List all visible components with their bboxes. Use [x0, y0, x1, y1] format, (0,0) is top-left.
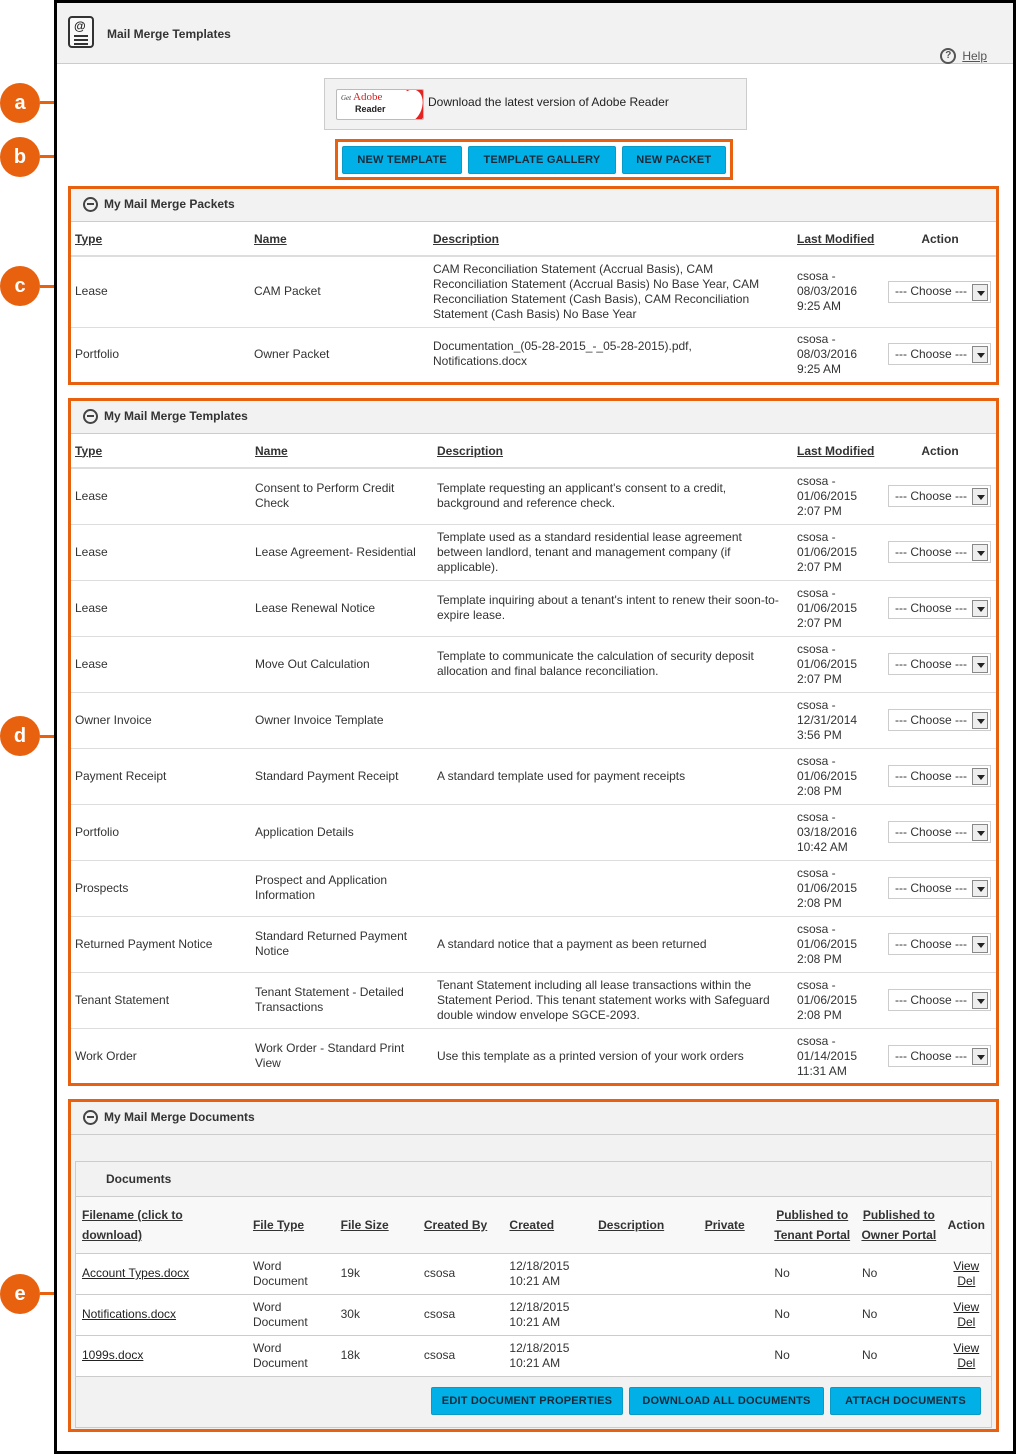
cell-description: Template used as a standard residential lease agreement between landlord, tenant and management company (if applicable). [431, 524, 791, 580]
cell-name: Lease Agreement- Residential [249, 524, 431, 580]
cell-type: Returned Payment Notice [69, 916, 249, 972]
cell-action [882, 327, 998, 381]
template-gallery-button[interactable]: TEMPLATE GALLERY [468, 146, 615, 174]
col-tenant-portal[interactable]: Published to Tenant Portal [768, 1197, 856, 1253]
cell-action [882, 636, 998, 692]
cell-type: Portfolio [69, 804, 249, 860]
chevron-down-icon [972, 1048, 988, 1065]
table-row [69, 327, 998, 381]
chevron-down-icon [972, 656, 988, 673]
cell-tenant-portal: No [768, 1335, 856, 1376]
cell-name: Standard Returned Payment Notice [249, 916, 431, 972]
cell-created: 12/18/2015 10:21 AM [503, 1294, 592, 1335]
chevron-down-icon [972, 544, 988, 561]
chevron-down-icon [972, 346, 988, 363]
templates-header-row [69, 434, 998, 468]
cell-description: Documentation_(05-28-2015_-_05-28-2015).pdf, Notifications.docx [433, 339, 692, 369]
cell-modified: csosa - 03/18/2016 10:42 AM [791, 804, 882, 860]
callout-a: a [0, 83, 40, 123]
col-action: Action [882, 222, 998, 256]
col-name[interactable]: Name [248, 222, 427, 256]
help-icon: ? [940, 48, 956, 64]
cell-type: Lease [69, 580, 249, 636]
cell-action [882, 256, 998, 327]
documents-actions [76, 1377, 991, 1427]
cell-type: Lease [69, 256, 248, 327]
get-adobe-reader-button[interactable] [336, 89, 424, 120]
cell-description: CAM Reconciliation Statement (Accrual Basis), CAM Reconciliation Statement (Accrual Basis) No Base Year, CAM Reconciliation Statement (Cash Basis), CAM Reconciliation Statement (Cash Basis) No Base Year [427, 256, 791, 327]
file-download-link[interactable]: Account Types.docx [82, 1266, 190, 1280]
cell-action [882, 916, 998, 972]
file-download-link[interactable]: Notifications.docx [82, 1307, 177, 1321]
action-select[interactable]: --- Choose --- [888, 821, 991, 843]
cell-file-type: Word Document [247, 1253, 335, 1294]
documents-panel [75, 1161, 992, 1428]
help-label[interactable]: Help [962, 49, 987, 63]
action-select[interactable]: --- Choose --- [888, 933, 991, 955]
table-row [69, 1028, 998, 1084]
cell-description: Template inquiring about a tenant's intent to renew their soon-to-expire lease. [431, 580, 791, 636]
cell-modified: csosa - 01/14/2015 11:31 AM [797, 1033, 858, 1078]
col-description[interactable]: Description [592, 1197, 699, 1253]
cell-file-type: Word Document [247, 1335, 335, 1376]
documents-section-header[interactable] [69, 1100, 998, 1135]
delete-link[interactable]: Del [957, 1314, 976, 1329]
templates-section [68, 398, 999, 1086]
table-row [69, 692, 998, 748]
table-row [69, 748, 998, 804]
callout-d: d [0, 716, 40, 756]
cell-modified: csosa - 08/03/2016 9:25 AM [797, 331, 858, 376]
attach-documents-button[interactable]: ATTACH DOCUMENTS [830, 1387, 981, 1415]
cell-type: Tenant Statement [69, 972, 249, 1028]
col-private[interactable]: Private [699, 1197, 769, 1253]
table-row [69, 524, 998, 580]
chevron-down-icon [972, 824, 988, 841]
page-frame [54, 0, 1016, 1454]
callout-c: c [0, 266, 40, 306]
page-title: Mail Merge Templates [107, 27, 231, 41]
cell-private [699, 1335, 769, 1376]
cell-name: Prospect and Application Information [249, 860, 431, 916]
cell-action [882, 692, 998, 748]
col-created[interactable]: Created [503, 1197, 592, 1253]
cell-private [699, 1253, 769, 1294]
packets-header-row [69, 222, 998, 256]
action-select[interactable]: --- Choose --- [888, 709, 991, 731]
cell-modified: csosa - 01/06/2015 2:07 PM [791, 524, 882, 580]
cell-modified: csosa - 01/06/2015 2:08 PM [791, 860, 882, 916]
cell-action [882, 1028, 998, 1084]
help-link[interactable] [940, 48, 987, 64]
documents-subtitle: Documents [76, 1162, 991, 1197]
action-select[interactable]: --- Choose --- [888, 343, 991, 365]
cell-file-type: Word Document [247, 1294, 335, 1335]
table-row [76, 1294, 991, 1335]
adobe-reader-banner [324, 78, 747, 130]
mail-merge-document-icon: @ [68, 16, 94, 48]
col-action: Action [942, 1197, 991, 1253]
col-file-size[interactable]: File Size [335, 1197, 418, 1253]
cell-description: Template to communicate the calculation of security deposit allocation and final balance reconciliation. [431, 636, 791, 692]
view-link[interactable]: View [953, 1258, 980, 1273]
collapse-icon[interactable] [83, 409, 98, 424]
cell-description [592, 1294, 699, 1335]
cell-type: Lease [69, 636, 249, 692]
action-select[interactable]: --- Choose --- [888, 653, 991, 675]
cell-name: Lease Renewal Notice [249, 580, 431, 636]
col-type[interactable]: Type [69, 434, 249, 468]
documents-section [68, 1099, 999, 1432]
table-row [69, 804, 998, 860]
col-created-by[interactable]: Created By [418, 1197, 504, 1253]
chevron-down-icon [972, 768, 988, 785]
cell-modified: csosa - 12/31/2014 3:56 PM [791, 692, 882, 748]
cell-file-size: 19k [335, 1253, 418, 1294]
delete-link[interactable]: Del [957, 1273, 976, 1288]
col-owner-portal[interactable]: Published to Owner Portal [856, 1197, 942, 1253]
view-link[interactable]: View [953, 1340, 980, 1355]
cell-private [699, 1294, 769, 1335]
action-select[interactable]: --- Choose --- [888, 597, 991, 619]
cell-file-size: 30k [335, 1294, 418, 1335]
col-description[interactable]: Description [427, 222, 791, 256]
cell-type: Work Order [75, 1048, 137, 1063]
table-row [69, 972, 998, 1028]
chevron-down-icon [972, 284, 988, 301]
new-template-button[interactable]: NEW TEMPLATE [342, 146, 462, 174]
action-select[interactable]: --- Choose --- [888, 765, 991, 787]
cell-description [431, 692, 791, 748]
col-file-type[interactable]: File Type [247, 1197, 335, 1253]
cell-action [942, 1294, 991, 1335]
cell-name: Standard Payment Receipt [249, 748, 431, 804]
action-select[interactable]: --- Choose --- [888, 989, 991, 1011]
templates-table [69, 434, 998, 1084]
cell-name: Consent to Perform Credit Check [249, 468, 431, 524]
cell-action [882, 748, 998, 804]
cell-created-by: csosa [418, 1294, 504, 1335]
templates-title: My Mail Merge Templates [104, 409, 248, 423]
cell-created-by: csosa [418, 1253, 504, 1294]
packets-section-header[interactable] [69, 187, 998, 222]
col-type[interactable]: Type [69, 222, 248, 256]
col-name[interactable]: Name [249, 434, 431, 468]
badge-reader-text: Reader [355, 104, 386, 114]
cell-type: Lease [69, 524, 249, 580]
cell-name: Work Order - Standard Print View [255, 1041, 405, 1071]
documents-title: My Mail Merge Documents [104, 1110, 255, 1124]
chevron-down-icon [972, 880, 988, 897]
cell-action [882, 580, 998, 636]
col-description[interactable]: Description [431, 434, 791, 468]
table-row [76, 1335, 991, 1376]
action-select[interactable]: --- Choose --- [888, 541, 991, 563]
cell-owner-portal: No [856, 1335, 942, 1376]
table-row [69, 468, 998, 524]
cell-action [882, 972, 998, 1028]
delete-link[interactable]: Del [957, 1355, 976, 1370]
action-select[interactable]: --- Choose --- [888, 1045, 991, 1067]
cell-description: Template requesting an applicant's consent to a credit, background and reference check. [431, 468, 791, 524]
col-last-modified[interactable]: Last Modified [791, 434, 882, 468]
action-select[interactable]: --- Choose --- [888, 485, 991, 507]
cell-name: Owner Packet [254, 346, 330, 361]
cell-modified: csosa - 01/06/2015 2:07 PM [791, 636, 882, 692]
collapse-icon[interactable] [83, 1110, 98, 1125]
cell-modified: csosa - 01/06/2015 2:08 PM [791, 972, 882, 1028]
callout-b: b [0, 137, 40, 177]
cell-action [882, 468, 998, 524]
cell-action [882, 804, 998, 860]
cell-description: A standard template used for payment receipts [431, 748, 791, 804]
cell-name: CAM Packet [248, 256, 427, 327]
action-select[interactable]: --- Choose --- [888, 877, 991, 899]
cell-name: Move Out Calculation [249, 636, 431, 692]
chevron-down-icon [972, 600, 988, 617]
edit-document-properties-button[interactable]: EDIT DOCUMENT PROPERTIES [431, 1387, 623, 1415]
adobe-swoosh-icon [387, 89, 424, 120]
cell-owner-portal: No [856, 1294, 942, 1335]
table-row [69, 916, 998, 972]
cell-description [431, 860, 791, 916]
cell-created: 12/18/2015 10:21 AM [503, 1335, 592, 1376]
chevron-down-icon [972, 488, 988, 505]
documents-table [76, 1197, 991, 1377]
table-row [76, 1253, 991, 1294]
cell-name: Application Details [249, 804, 431, 860]
cell-description [431, 804, 791, 860]
cell-created-by: csosa [418, 1335, 504, 1376]
cell-tenant-portal: No [768, 1253, 856, 1294]
cell-description [592, 1335, 699, 1376]
adobe-download-text: Download the latest version of Adobe Reader [428, 95, 669, 109]
packets-title: My Mail Merge Packets [104, 197, 235, 211]
cell-type: Lease [69, 468, 249, 524]
page-header [57, 3, 1013, 64]
packets-section [68, 186, 999, 385]
cell-description [592, 1253, 699, 1294]
cell-modified: csosa - 01/06/2015 2:07 PM [791, 580, 882, 636]
view-link[interactable]: View [953, 1299, 980, 1314]
cell-description: Tenant Statement including all lease transactions within the Statement Period. This tenant statement works with Safeguard double window envelope SGCE-2093. [431, 972, 791, 1028]
cell-type: Prospects [69, 860, 249, 916]
new-packet-button[interactable]: NEW PACKET [622, 146, 726, 174]
cell-tenant-portal: No [768, 1294, 856, 1335]
cell-owner-portal: No [856, 1253, 942, 1294]
col-last-modified[interactable]: Last Modified [791, 222, 882, 256]
cell-file-size: 18k [335, 1335, 418, 1376]
packets-table [69, 222, 998, 381]
cell-name: Owner Invoice Template [249, 692, 431, 748]
cell-action [882, 860, 998, 916]
col-action: Action [882, 434, 998, 468]
cell-action [882, 524, 998, 580]
templates-section-header[interactable] [69, 399, 998, 434]
chevron-down-icon [972, 936, 988, 953]
badge-adobe-text: Adobe [353, 91, 383, 103]
cell-action [942, 1335, 991, 1376]
cell-modified: csosa - 01/06/2015 2:08 PM [791, 916, 882, 972]
table-row [69, 636, 998, 692]
chevron-down-icon [972, 992, 988, 1009]
table-row [69, 860, 998, 916]
cell-type: Payment Receipt [69, 748, 249, 804]
toolbar-buttons [335, 139, 733, 180]
action-select[interactable]: --- Choose --- [888, 281, 991, 303]
table-row [69, 256, 998, 327]
badge-get-text: Get [341, 94, 352, 102]
cell-modified: csosa - 01/06/2015 2:07 PM [791, 468, 882, 524]
file-download-link[interactable]: 1099s.docx [82, 1348, 144, 1362]
documents-header-row [76, 1197, 991, 1253]
cell-type: Portfolio [75, 346, 120, 361]
chevron-down-icon [972, 712, 988, 729]
cell-action [942, 1253, 991, 1294]
col-filename[interactable]: Filename (click to download) [76, 1197, 247, 1253]
cell-description: A standard notice that a payment as been returned [431, 916, 791, 972]
cell-modified: csosa - 08/03/2016 9:25 AM [791, 256, 882, 327]
download-all-documents-button[interactable]: DOWNLOAD ALL DOCUMENTS [629, 1387, 824, 1415]
table-row [69, 580, 998, 636]
cell-created: 12/18/2015 10:21 AM [503, 1253, 592, 1294]
cell-description: Use this template as a printed version of your work orders [437, 1048, 744, 1063]
cell-type: Owner Invoice [69, 692, 249, 748]
callout-e: e [0, 1274, 40, 1314]
collapse-icon[interactable] [83, 197, 98, 212]
cell-modified: csosa - 01/06/2015 2:08 PM [791, 748, 882, 804]
cell-name: Tenant Statement - Detailed Transactions [249, 972, 431, 1028]
